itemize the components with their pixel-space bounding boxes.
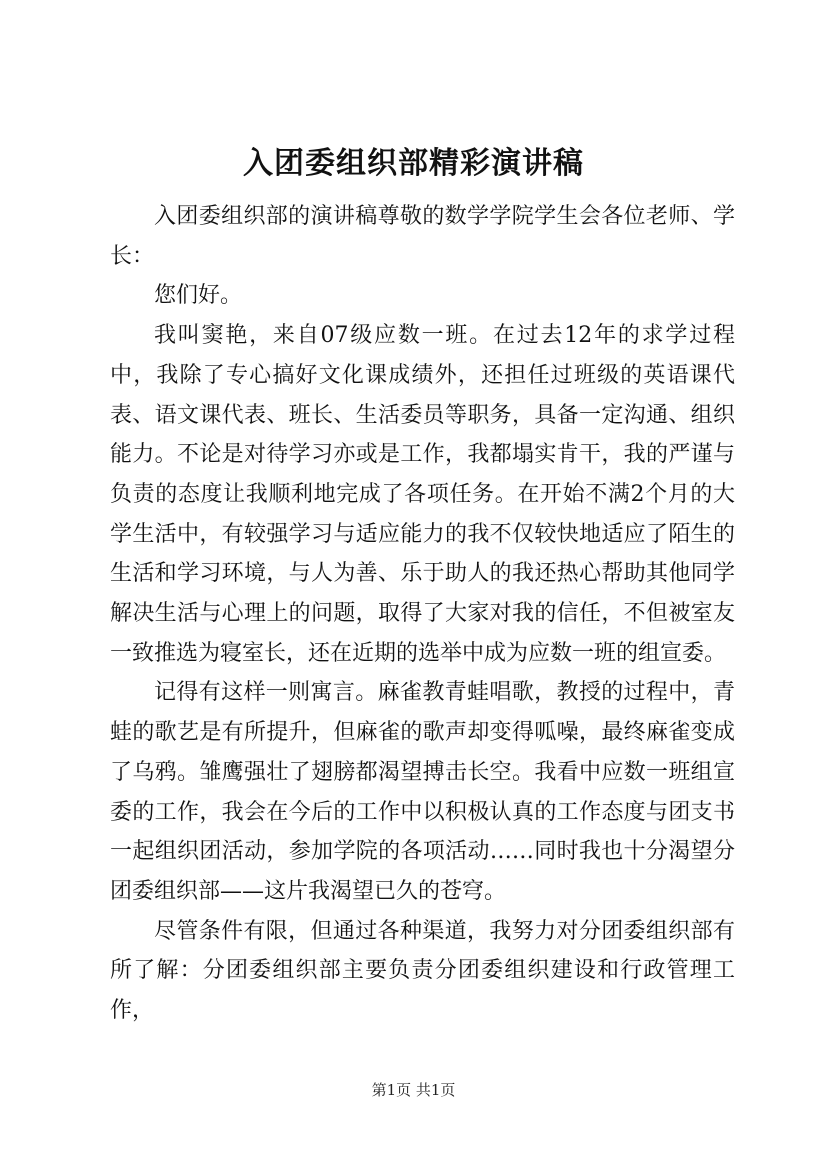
- document-body: [110, 197, 735, 1031]
- paragraph-self-introduction: 我叫窦艳，来自07级应数一班。在过去12年的求学过程中，我除了专心搞好文化课成绩外，还担任过班级的英语课代表、语文课代表、班长、生活委员等职务，具备一定沟通、组织能力。不论是对待学习亦或是工作，我都塌实肯干，我的严谨与负责的态度让我顺利地完成了各项任务。在开始不满2个月的大学生活中，有较强学习与适应能力的我不仅较快地适应了陌生的生活和学习环境，与人为善、乐于助人的我还热心帮助其他同学解决生活与心理上的问题，取得了大家对我的信任，不但被室友一致推选为寝室长，还在近期的选举中成为应数一班的组宣委。: [110, 323, 735, 666]
- page-number-footer: 第1页 共1页: [371, 1081, 456, 1099]
- page-title: 入团委组织部精彩演讲稿: [243, 146, 584, 181]
- paragraph-greeting: 您们好。: [154, 283, 243, 309]
- paragraph-salutation: 入团委组织部的演讲稿尊敬的数学学院学生会各位老师、学长：: [110, 204, 735, 269]
- paragraph-fable: 记得有这样一则寓言。麻雀教青蛙唱歌，教授的过程中，青蛙的歌艺是有所提升，但麻雀的歌声却变得呱噪，最终麻雀变成了乌鸦。雏鹰强壮了翅膀都渴望搏击长空。我看中应数一班组宣委的工作，我会在今后的工作中以积极认真的工作态度与团支书一起组织团活动，参加学院的各项活动……同时我也十分渴望分团委组织部——这片我渴望已久的苍穹。: [110, 680, 735, 904]
- paragraph-department-overview: 尽管条件有限，但通过各种渠道，我努力对分团委组织部有所了解：分团委组织部主要负责分团委组织建设和行政管理工作，: [110, 918, 735, 1024]
